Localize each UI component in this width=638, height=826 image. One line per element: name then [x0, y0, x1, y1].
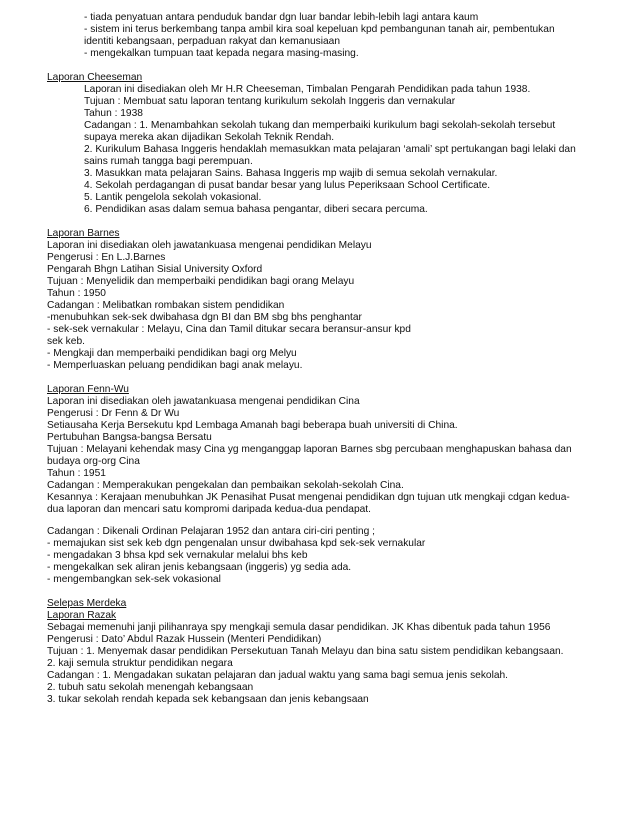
barnes-line: Tahun : 1950 — [47, 288, 106, 299]
fennwu-line: Cadangan : Memperakukan pengekalan dan pembaikan sekolah-sekolah Cina. — [47, 480, 404, 491]
intro-line: - sistem ini terus berkembang tanpa ambil kira soal kepeluan kpd pembangunan tanah air, pembentukan — [84, 24, 555, 35]
cheeseman-line: Cadangan : 1. Menambahkan sekolah tukang dan memperbaiki kurikulum bagi sekolah-sekolah tersebut — [84, 120, 556, 131]
razak-line: Cadangan : 1. Mengadakan sukatan pelajaran dan jadual waktu yang sama bagi semua jenis sekolah. — [47, 670, 509, 681]
fennwu-line: Setiausaha Kerja Bersekutu kpd Lembaga Amanah bagi beberapa buah universiti di China. — [47, 420, 458, 431]
razak-line: 3. tukar sekolah rendah kepada sek kebangsaan dan jenis kebangsaan — [47, 694, 369, 705]
intro-line: identiti kebangsaan, perpaduan rakyat dan kemanusiaan — [84, 36, 341, 47]
subheading-razak: Laporan Razak — [47, 610, 117, 621]
barnes-line: sek keb. — [47, 336, 85, 347]
cheeseman-line: 5. Lantik pengelola sekolah vokasional. — [84, 192, 262, 203]
razak-line: Tujuan : 1. Menyemak dasar pendidikan Persekutuan Tanah Melayu dan bina satu sistem pendidikan kebangsaan. — [47, 646, 564, 657]
ordinan-line: - mengembangkan sek-sek vokasional — [47, 574, 221, 585]
barnes-line: Pengerusi : En L.J.Barnes — [47, 252, 166, 263]
fennwu-line: Laporan ini disediakan oleh jawatankuasa mengenai pendidikan Cina — [47, 396, 360, 407]
barnes-line: - sek-sek vernakular : Melayu, Cina dan Tamil ditukar secara beransur-ansur kpd — [47, 324, 411, 335]
fennwu-line: Tujuan : Melayani kehendak masy Cina yg menganggap laporan Barnes sbg percubaan menghapuskan bahasa dan — [47, 444, 572, 455]
cheeseman-line: 4. Sekolah perdagangan di pusat bandar besar yang lulus Peperiksaan School Certificate. — [84, 180, 491, 191]
ordinan-line: - mengekalkan sek aliran jenis kebangsaan (inggeris) yg sedia ada. — [47, 562, 352, 573]
section-heading-merdeka: Selepas Merdeka — [47, 598, 127, 609]
barnes-line: - Mengkaji dan memperbaiki pendidikan bagi org Melyu — [47, 348, 297, 359]
barnes-line: Laporan ini disediakan oleh jawatankuasa mengenai pendidikan Melayu — [47, 240, 372, 251]
razak-line: Sebagai memenuhi janji pilihanraya spy mengkaji semula dasar pendidikan. JK Khas dibentuk pada tahun 1956 — [47, 622, 551, 633]
cheeseman-line: Tujuan : Membuat satu laporan tentang kurikulum sekolah Inggeris dan vernakular — [84, 96, 456, 107]
razak-line: Pengerusi : Dato’ Abdul Razak Hussein (Menteri Pendidikan) — [47, 634, 322, 645]
barnes-line: Cadangan : Melibatkan rombakan sistem pendidikan — [47, 300, 285, 311]
cheeseman-line: supaya mereka akan dijadikan Sekolah Teknik Rendah. — [84, 132, 335, 143]
section-heading-barnes: Laporan Barnes — [47, 228, 120, 239]
fennwu-line: Kesannya : Kerajaan menubuhkan JK Penasihat Pusat mengenai pendidikan dgn tujuan utk mengkaji cdgan kedua- — [47, 492, 570, 503]
fennwu-line: Tahun : 1951 — [47, 468, 106, 479]
fennwu-line: budaya org-org Cina — [47, 456, 140, 467]
barnes-line: -menubuhkan sek-sek dwibahasa dgn BI dan BM sbg bhs penghantar — [47, 312, 362, 323]
fennwu-line: Pengerusi : Dr Fenn & Dr Wu — [47, 408, 180, 419]
cheeseman-line: 3. Masukkan mata pelajaran Sains. Bahasa Inggeris mp wajib di semua sekolah vernakular. — [84, 168, 498, 179]
barnes-line: Tujuan : Menyelidik dan memperbaiki pendidikan bagi orang Melayu — [47, 276, 355, 287]
barnes-line: - Memperluaskan peluang pendidikan bagi anak melayu. — [47, 360, 303, 371]
cheeseman-line: 6. Pendidikan asas dalam semua bahasa pengantar, diberi secara percuma. — [84, 204, 428, 215]
ordinan-line: - mengadakan 3 bhsa kpd sek vernakular melalui bhs keb — [47, 550, 308, 561]
ordinan-line: - memajukan sist sek keb dgn pengenalan unsur dwibahasa kpd sek-sek vernakular — [47, 538, 426, 549]
barnes-line: Pengarah Bhgn Latihan Sisial University Oxford — [47, 264, 263, 275]
razak-line: 2. kaji semula struktur pendidikan negara — [47, 658, 233, 669]
cheeseman-line: Laporan ini disediakan oleh Mr H.R Cheeseman, Timbalan Pengarah Pendidikan pada tahun 1938. — [84, 84, 531, 95]
section-heading-fennwu: Laporan Fenn-Wu — [47, 384, 129, 395]
cheeseman-line: Tahun : 1938 — [84, 108, 143, 119]
cheeseman-line: sains rumah tangga bagi perempuan. — [84, 156, 253, 167]
intro-line: - mengekalkan tumpuan taat kepada negara masing-masing. — [84, 48, 359, 59]
section-heading-cheeseman: Laporan Cheeseman — [47, 72, 143, 83]
cheeseman-line: 2. Kurikulum Bahasa Inggeris hendaklah memasukkan mata pelajaran ‘amali’ spt pertukangan bagi lelaki dan — [84, 144, 576, 155]
fennwu-line: Pertubuhan Bangsa-bangsa Bersatu — [47, 432, 212, 443]
razak-line: 2. tubuh satu sekolah menengah kebangsaan — [47, 682, 254, 693]
ordinan-line: Cadangan : Dikenali Ordinan Pelajaran 1952 dan antara ciri-ciri penting ; — [47, 526, 375, 537]
fennwu-line: dua laporan dan mencari satu kompromi daripada kedua-dua pendapat. — [47, 504, 371, 515]
intro-line: - tiada penyatuan antara penduduk bandar dgn luar bandar lebih-lebih lagi antara kaum — [84, 12, 479, 23]
